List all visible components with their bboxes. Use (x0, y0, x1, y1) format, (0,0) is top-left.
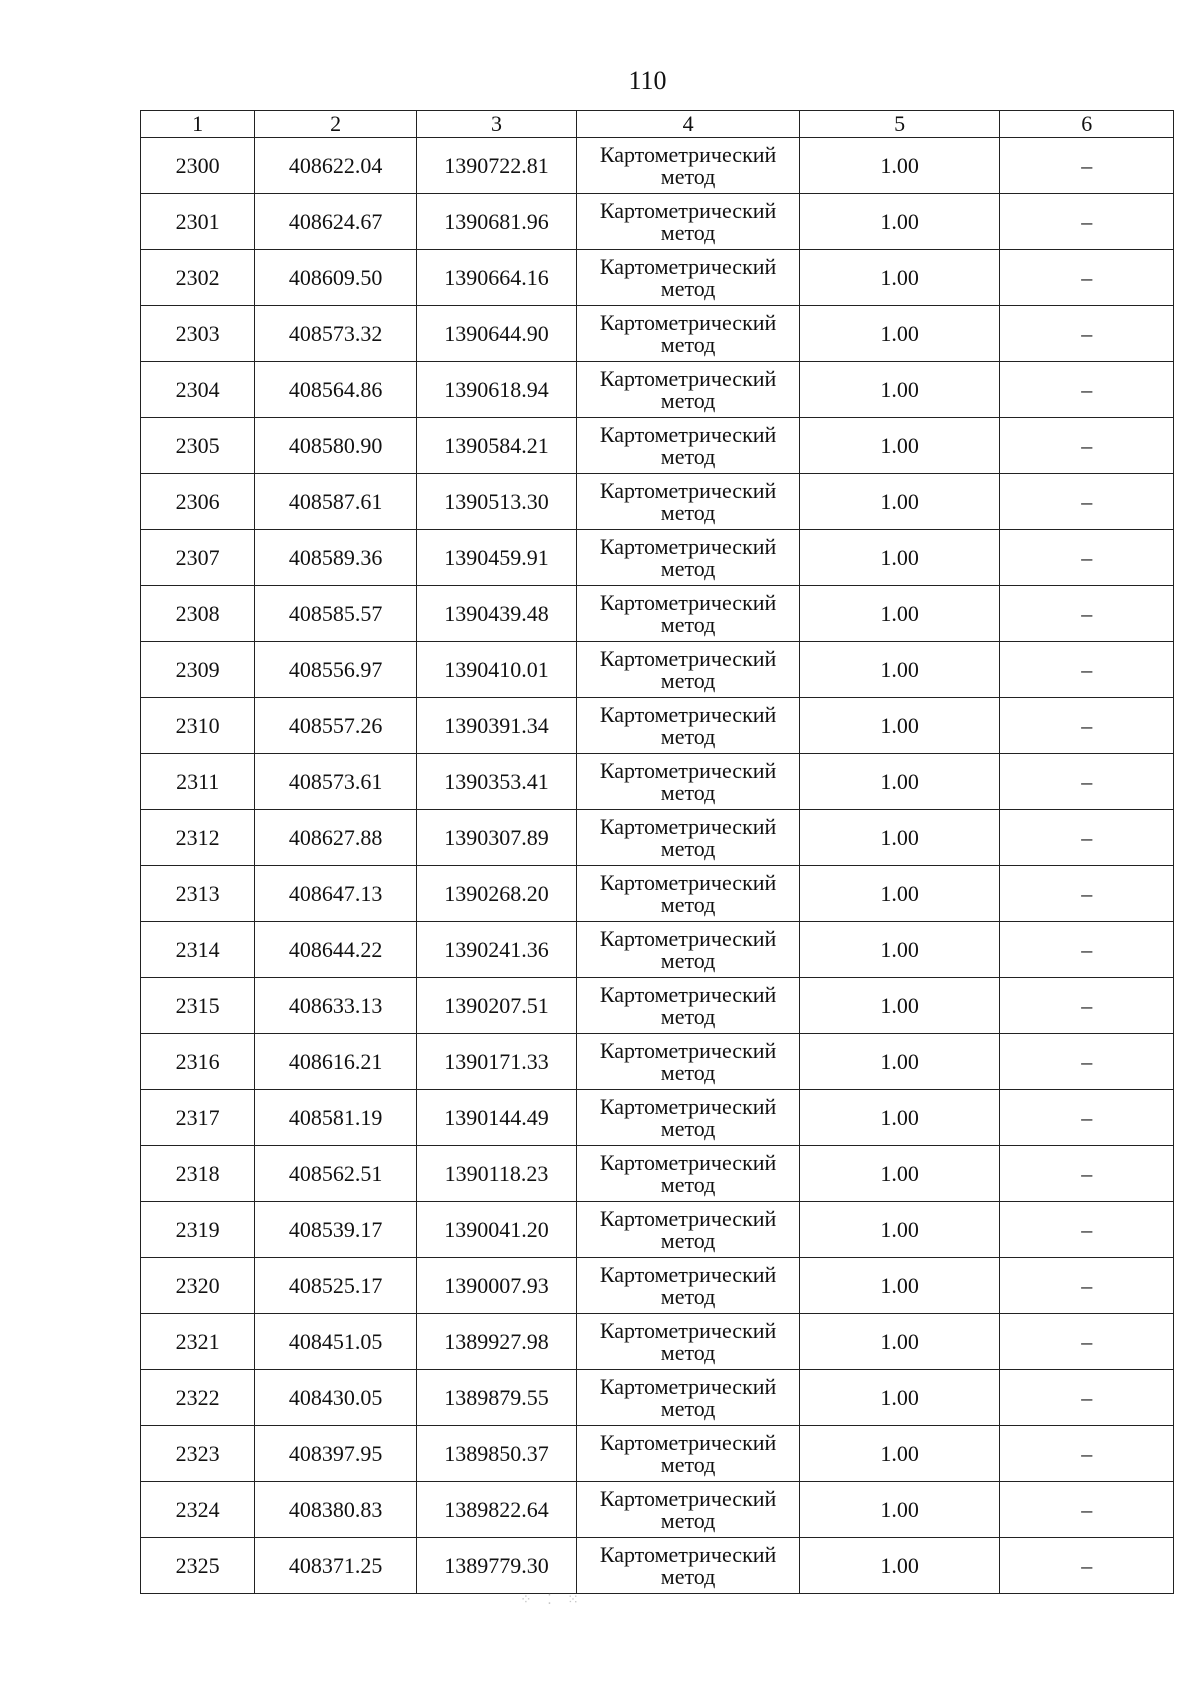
x-coordinate-cell: 408397.95 (255, 1426, 416, 1482)
x-coordinate-cell: 408627.88 (255, 810, 416, 866)
scan-artifact: ⁘ ⁚ ⁙ (520, 1593, 585, 1608)
y-coordinate-cell: 1390171.33 (416, 1034, 576, 1090)
method-label-line1: Картометрический (599, 1149, 777, 1175)
y-coordinate-cell: 1389779.30 (416, 1538, 576, 1594)
x-coordinate-cell: 408573.32 (255, 306, 416, 362)
page-number: 110 (628, 66, 667, 95)
y-coordinate-cell: 1390722.81 (416, 138, 576, 194)
description-cell: – (1000, 1034, 1174, 1090)
method-cell (577, 642, 800, 698)
point-number-cell: 2308 (141, 586, 255, 642)
accuracy-cell: 1.00 (799, 586, 1000, 642)
x-coordinate-cell: 408589.36 (255, 530, 416, 586)
x-coordinate-cell: 408622.04 (255, 138, 416, 194)
accuracy-cell: 1.00 (799, 1146, 1000, 1202)
x-coordinate-cell: 408539.17 (255, 1202, 416, 1258)
header-col-2: 2 (255, 111, 416, 138)
method-label-line2: метод (660, 555, 716, 581)
x-coordinate-cell: 408451.05 (255, 1314, 416, 1370)
x-coordinate-cell: 408556.97 (255, 642, 416, 698)
method-label-line2: метод (660, 947, 716, 973)
method-label-line1: Картометрический (599, 197, 777, 223)
description-cell: – (1000, 922, 1174, 978)
method-label-line2: метод (660, 331, 716, 357)
header-row (141, 111, 1174, 138)
method-label-line2: метод (660, 1395, 716, 1421)
method-cell (577, 586, 800, 642)
coordinates-table (140, 110, 1174, 1594)
method-label-line2: метод (660, 1283, 716, 1309)
method-label-line1: Картометрический (599, 1541, 777, 1567)
method-label-line2: метод (660, 275, 716, 301)
y-coordinate-cell: 1390410.01 (416, 642, 576, 698)
accuracy-cell: 1.00 (799, 754, 1000, 810)
header-col-4: 4 (577, 111, 800, 138)
method-label-line1: Картометрический (599, 1205, 777, 1231)
method-label-line1: Картометрический (599, 141, 777, 167)
point-number-cell: 2319 (141, 1202, 255, 1258)
x-coordinate-cell: 408609.50 (255, 250, 416, 306)
accuracy-cell: 1.00 (799, 138, 1000, 194)
method-cell (577, 362, 800, 418)
x-coordinate-cell: 408564.86 (255, 362, 416, 418)
method-label-line2: метод (660, 443, 716, 469)
description-cell: – (1000, 418, 1174, 474)
description-cell: – (1000, 1202, 1174, 1258)
method-label-line2: метод (660, 835, 716, 861)
method-label-line2: метод (660, 667, 716, 693)
table-row (141, 642, 1174, 698)
table-row (141, 1258, 1174, 1314)
method-cell (577, 474, 800, 530)
method-label-line2: метод (660, 1507, 716, 1533)
table-row (141, 1034, 1174, 1090)
y-coordinate-cell: 1390439.48 (416, 586, 576, 642)
x-coordinate-cell: 408581.19 (255, 1090, 416, 1146)
accuracy-cell: 1.00 (799, 698, 1000, 754)
y-coordinate-cell: 1390644.90 (416, 306, 576, 362)
y-coordinate-cell: 1390307.89 (416, 810, 576, 866)
description-cell: – (1000, 586, 1174, 642)
accuracy-cell: 1.00 (799, 866, 1000, 922)
method-label-line2: метод (660, 219, 716, 245)
point-number-cell: 2300 (141, 138, 255, 194)
point-number-cell: 2311 (141, 754, 255, 810)
table-row (141, 922, 1174, 978)
description-cell: – (1000, 1146, 1174, 1202)
accuracy-cell: 1.00 (799, 1426, 1000, 1482)
x-coordinate-cell: 408557.26 (255, 698, 416, 754)
accuracy-cell: 1.00 (799, 530, 1000, 586)
accuracy-cell: 1.00 (799, 642, 1000, 698)
description-cell: – (1000, 1482, 1174, 1538)
accuracy-cell: 1.00 (799, 1202, 1000, 1258)
method-label-line2: метод (660, 1451, 716, 1477)
description-cell: – (1000, 698, 1174, 754)
method-cell (577, 1146, 800, 1202)
method-label-line2: метод (660, 163, 716, 189)
point-number-cell: 2317 (141, 1090, 255, 1146)
point-number-cell: 2304 (141, 362, 255, 418)
table-row (141, 586, 1174, 642)
header-col-1: 1 (141, 111, 255, 138)
description-cell: – (1000, 1538, 1174, 1594)
table-row (141, 418, 1174, 474)
table-row (141, 250, 1174, 306)
x-coordinate-cell: 408525.17 (255, 1258, 416, 1314)
method-label-line1: Картометрический (599, 1037, 777, 1063)
description-cell: – (1000, 754, 1174, 810)
accuracy-cell: 1.00 (799, 306, 1000, 362)
method-cell (577, 138, 800, 194)
header-col-6: 6 (1000, 111, 1174, 138)
table-header (141, 111, 1174, 138)
method-label-line2: метод (660, 1339, 716, 1365)
table-row (141, 306, 1174, 362)
table-row (141, 530, 1174, 586)
x-coordinate-cell: 408587.61 (255, 474, 416, 530)
table-row (141, 1202, 1174, 1258)
x-coordinate-cell: 408430.05 (255, 1370, 416, 1426)
y-coordinate-cell: 1390681.96 (416, 194, 576, 250)
point-number-cell: 2323 (141, 1426, 255, 1482)
point-number-cell: 2305 (141, 418, 255, 474)
table-body (141, 138, 1174, 1594)
point-number-cell: 2309 (141, 642, 255, 698)
method-cell (577, 1202, 800, 1258)
accuracy-cell: 1.00 (799, 1034, 1000, 1090)
table-row (141, 1314, 1174, 1370)
method-cell (577, 810, 800, 866)
method-label-line2: метод (660, 891, 716, 917)
method-label-line1: Картометрический (599, 1317, 777, 1343)
method-cell (577, 530, 800, 586)
point-number-cell: 2301 (141, 194, 255, 250)
method-cell (577, 1314, 800, 1370)
x-coordinate-cell: 408616.21 (255, 1034, 416, 1090)
accuracy-cell: 1.00 (799, 474, 1000, 530)
accuracy-cell: 1.00 (799, 978, 1000, 1034)
method-cell (577, 922, 800, 978)
x-coordinate-cell: 408644.22 (255, 922, 416, 978)
y-coordinate-cell: 1390459.91 (416, 530, 576, 586)
method-label-line1: Картометрический (599, 869, 777, 895)
y-coordinate-cell: 1390007.93 (416, 1258, 576, 1314)
table-row (141, 754, 1174, 810)
accuracy-cell: 1.00 (799, 922, 1000, 978)
method-label-line1: Картометрический (599, 1261, 777, 1287)
x-coordinate-cell: 408585.57 (255, 586, 416, 642)
x-coordinate-cell: 408633.13 (255, 978, 416, 1034)
method-label-line1: Картометрический (599, 925, 777, 951)
y-coordinate-cell: 1390353.41 (416, 754, 576, 810)
point-number-cell: 2316 (141, 1034, 255, 1090)
point-number-cell: 2321 (141, 1314, 255, 1370)
method-cell (577, 1090, 800, 1146)
method-label-line2: метод (660, 1003, 716, 1029)
method-label-line1: Картометрический (599, 1093, 777, 1119)
method-label-line2: метод (660, 779, 716, 805)
table-row (141, 1370, 1174, 1426)
point-number-cell: 2303 (141, 306, 255, 362)
description-cell: – (1000, 194, 1174, 250)
method-label-line1: Картометрический (599, 533, 777, 559)
method-cell (577, 194, 800, 250)
table-row (141, 362, 1174, 418)
description-cell: – (1000, 642, 1174, 698)
point-number-cell: 2310 (141, 698, 255, 754)
point-number-cell: 2324 (141, 1482, 255, 1538)
description-cell: – (1000, 474, 1174, 530)
method-label-line1: Картометрический (599, 421, 777, 447)
accuracy-cell: 1.00 (799, 1370, 1000, 1426)
x-coordinate-cell: 408647.13 (255, 866, 416, 922)
point-number-cell: 2313 (141, 866, 255, 922)
table-row (141, 138, 1174, 194)
description-cell: – (1000, 306, 1174, 362)
x-coordinate-cell: 408371.25 (255, 1538, 416, 1594)
point-number-cell: 2314 (141, 922, 255, 978)
point-number-cell: 2320 (141, 1258, 255, 1314)
description-cell: – (1000, 1090, 1174, 1146)
method-label-line1: Картометрический (599, 1429, 777, 1455)
table-row (141, 810, 1174, 866)
table-row (141, 698, 1174, 754)
method-cell (577, 978, 800, 1034)
method-label-line1: Картометрический (599, 757, 777, 783)
method-cell (577, 754, 800, 810)
table-row (141, 1146, 1174, 1202)
accuracy-cell: 1.00 (799, 1482, 1000, 1538)
x-coordinate-cell: 408562.51 (255, 1146, 416, 1202)
method-label-line1: Картометрический (599, 813, 777, 839)
method-cell (577, 698, 800, 754)
accuracy-cell: 1.00 (799, 250, 1000, 306)
table-row (141, 1482, 1174, 1538)
header-col-3: 3 (416, 111, 576, 138)
y-coordinate-cell: 1389927.98 (416, 1314, 576, 1370)
method-label-line1: Картометрический (599, 645, 777, 671)
description-cell: – (1000, 978, 1174, 1034)
y-coordinate-cell: 1390391.34 (416, 698, 576, 754)
x-coordinate-cell: 408624.67 (255, 194, 416, 250)
method-cell (577, 1034, 800, 1090)
method-label-line1: Картометрический (599, 701, 777, 727)
method-cell (577, 250, 800, 306)
table-row (141, 474, 1174, 530)
point-number-cell: 2322 (141, 1370, 255, 1426)
method-label-line1: Картометрический (599, 981, 777, 1007)
y-coordinate-cell: 1389879.55 (416, 1370, 576, 1426)
method-cell (577, 1370, 800, 1426)
method-label-line2: метод (660, 1115, 716, 1141)
method-label-line2: метод (660, 611, 716, 637)
y-coordinate-cell: 1390618.94 (416, 362, 576, 418)
method-label-line2: метод (660, 1227, 716, 1253)
method-cell (577, 306, 800, 362)
table-row (141, 1090, 1174, 1146)
description-cell: – (1000, 1258, 1174, 1314)
point-number-cell: 2318 (141, 1146, 255, 1202)
table-row (141, 1538, 1174, 1594)
y-coordinate-cell: 1389850.37 (416, 1426, 576, 1482)
method-cell (577, 1258, 800, 1314)
x-coordinate-cell: 408380.83 (255, 1482, 416, 1538)
y-coordinate-cell: 1390513.30 (416, 474, 576, 530)
method-label-line1: Картометрический (599, 1373, 777, 1399)
point-number-cell: 2302 (141, 250, 255, 306)
y-coordinate-cell: 1390207.51 (416, 978, 576, 1034)
description-cell: – (1000, 138, 1174, 194)
y-coordinate-cell: 1390241.36 (416, 922, 576, 978)
y-coordinate-cell: 1390664.16 (416, 250, 576, 306)
method-cell (577, 1426, 800, 1482)
point-number-cell: 2312 (141, 810, 255, 866)
point-number-cell: 2307 (141, 530, 255, 586)
table-row (141, 194, 1174, 250)
method-label-line1: Картометрический (599, 589, 777, 615)
accuracy-cell: 1.00 (799, 1258, 1000, 1314)
method-cell (577, 866, 800, 922)
accuracy-cell: 1.00 (799, 418, 1000, 474)
method-label-line1: Картометрический (599, 309, 777, 335)
description-cell: – (1000, 362, 1174, 418)
accuracy-cell: 1.00 (799, 1538, 1000, 1594)
accuracy-cell: 1.00 (799, 810, 1000, 866)
table-row (141, 1426, 1174, 1482)
method-cell (577, 418, 800, 474)
y-coordinate-cell: 1390268.20 (416, 866, 576, 922)
description-cell: – (1000, 1426, 1174, 1482)
method-label-line2: метод (660, 1171, 716, 1197)
description-cell: – (1000, 866, 1174, 922)
x-coordinate-cell: 408580.90 (255, 418, 416, 474)
description-cell: – (1000, 250, 1174, 306)
method-label-line2: метод (660, 1563, 716, 1589)
x-coordinate-cell: 408573.61 (255, 754, 416, 810)
header-col-5: 5 (799, 111, 1000, 138)
accuracy-cell: 1.00 (799, 194, 1000, 250)
point-number-cell: 2306 (141, 474, 255, 530)
method-label-line1: Картометрический (599, 365, 777, 391)
y-coordinate-cell: 1390144.49 (416, 1090, 576, 1146)
accuracy-cell: 1.00 (799, 362, 1000, 418)
description-cell: – (1000, 530, 1174, 586)
method-label-line2: метод (660, 723, 716, 749)
method-label-line2: метод (660, 499, 716, 525)
y-coordinate-cell: 1389822.64 (416, 1482, 576, 1538)
point-number-cell: 2315 (141, 978, 255, 1034)
method-label-line2: метод (660, 387, 716, 413)
table-row (141, 866, 1174, 922)
description-cell: – (1000, 1370, 1174, 1426)
description-cell: – (1000, 810, 1174, 866)
point-number-cell: 2325 (141, 1538, 255, 1594)
method-label-line2: метод (660, 1059, 716, 1085)
method-label-line1: Картометрический (599, 477, 777, 503)
accuracy-cell: 1.00 (799, 1314, 1000, 1370)
method-label-line1: Картометрический (599, 1485, 777, 1511)
y-coordinate-cell: 1390041.20 (416, 1202, 576, 1258)
description-cell: – (1000, 1314, 1174, 1370)
method-label-line1: Картометрический (599, 253, 777, 279)
accuracy-cell: 1.00 (799, 1090, 1000, 1146)
method-cell (577, 1538, 800, 1594)
y-coordinate-cell: 1390584.21 (416, 418, 576, 474)
table-row (141, 978, 1174, 1034)
method-cell (577, 1482, 800, 1538)
y-coordinate-cell: 1390118.23 (416, 1146, 576, 1202)
